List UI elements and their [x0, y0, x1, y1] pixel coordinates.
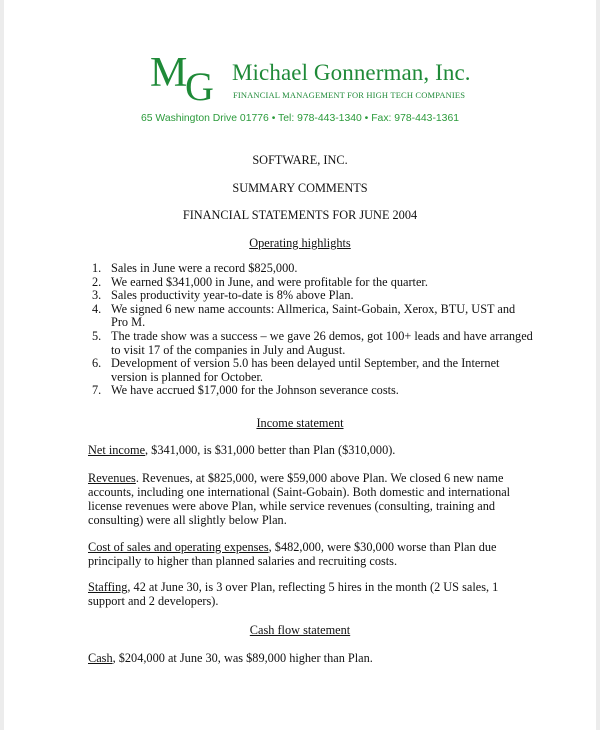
logo-letter-m: M: [150, 50, 188, 96]
company-address: 65 Washington Drive 01776 • Tel: 978-443-1340 • Fax: 978-443-1361: [140, 113, 460, 124]
list-item: [92, 384, 532, 398]
staffing-paragraph: [88, 580, 498, 608]
company-name: Michael Gonnerman, Inc.: [232, 60, 471, 85]
list-line: version is planned for October.: [111, 369, 263, 384]
document-type: SUMMARY COMMENTS: [232, 181, 368, 195]
cash-text: , $204,000 at June 30, was $89,000 higher than Plan.: [112, 651, 373, 665]
list-item: [92, 276, 532, 290]
company-tagline: FINANCIAL MANAGEMENT FOR HIGH TECH COMPANIES: [233, 90, 466, 100]
staffing-label: Staffing: [88, 580, 128, 594]
revenues-paragraph: [88, 471, 510, 527]
list-item: [92, 330, 532, 357]
list-line: The trade show was a success – we gave 26 demos, got 100+ leads and have arranged: [111, 328, 533, 343]
list-line: Sales productivity year-to-date is 8% above Plan.: [111, 288, 354, 303]
list-line: We have accrued $17,000 for the Johnson severance costs.: [111, 383, 399, 398]
income-heading: Income statement: [256, 416, 344, 430]
list-line: Development of version 5.0 has been delayed until September, and the Internet: [111, 356, 500, 371]
net-income-text: , $341,000, is $31,000 better than Plan ($310,000).: [145, 443, 396, 457]
document-page: [4, 0, 596, 730]
list-line: We signed 6 new name accounts: Allmerica, Saint-Gobain, Xerox, BTU, UST and: [111, 301, 516, 316]
mg-logo-mark: [150, 50, 232, 106]
revenues-line: . Revenues, at $825,000, were $59,000 above Plan. We closed 6 new name: [135, 471, 504, 485]
revenues-line: license revenues were above Plan, while service revenues (consulting, training and: [88, 499, 496, 513]
operating-heading: Operating highlights: [249, 236, 351, 250]
list-item: [92, 289, 532, 303]
company-logo: [150, 50, 490, 106]
cashflow-heading: Cash flow statement: [249, 623, 351, 637]
list-line: Sales in June were a record $825,000.: [111, 261, 298, 275]
revenues-line: consulting) were all slightly below Plan.: [88, 513, 287, 527]
list-number: 5.: [92, 328, 102, 343]
document-company: SOFTWARE, INC.: [252, 153, 348, 167]
staffing-line: support and 2 developers).: [88, 594, 219, 608]
cost-line: principally to higher than planned salaries and recruiting costs.: [88, 554, 398, 568]
net-income-paragraph: [88, 443, 395, 457]
list-line: Pro M.: [111, 315, 146, 330]
revenues-line: accounts, including one international (Saint-Gobain). Both domestic and international: [88, 485, 511, 499]
operating-highlights-list: [92, 262, 532, 398]
cost-label: Cost of sales and operating expenses: [88, 540, 269, 554]
cash-label: Cash: [88, 651, 113, 665]
net-income-label: Net income: [88, 443, 146, 457]
list-number: 4.: [92, 301, 102, 316]
list-item: [92, 262, 532, 276]
cost-line: , $482,000, were $30,000 worse than Plan due: [268, 540, 497, 554]
cash-paragraph: [88, 651, 373, 665]
list-line: We earned $341,000 in June, and were profitable for the quarter.: [111, 274, 428, 289]
staffing-line: , 42 at June 30, is 3 over Plan, reflecting 5 hires in the month (2 US sales, 1: [127, 580, 499, 594]
list-line: to visit 17 of the companies in July and August.: [111, 342, 346, 357]
cost-paragraph: [88, 540, 496, 568]
logo-letter-g: G: [185, 64, 214, 106]
list-number: 1.: [92, 261, 102, 275]
list-item: [92, 357, 532, 384]
revenues-label: Revenues: [88, 471, 136, 485]
document-period: FINANCIAL STATEMENTS FOR JUNE 2004: [182, 208, 418, 222]
list-number: 3.: [92, 288, 102, 303]
list-item: [92, 303, 532, 330]
list-number: 6.: [92, 356, 102, 371]
list-number: 2.: [92, 274, 102, 289]
list-number: 7.: [92, 383, 102, 398]
